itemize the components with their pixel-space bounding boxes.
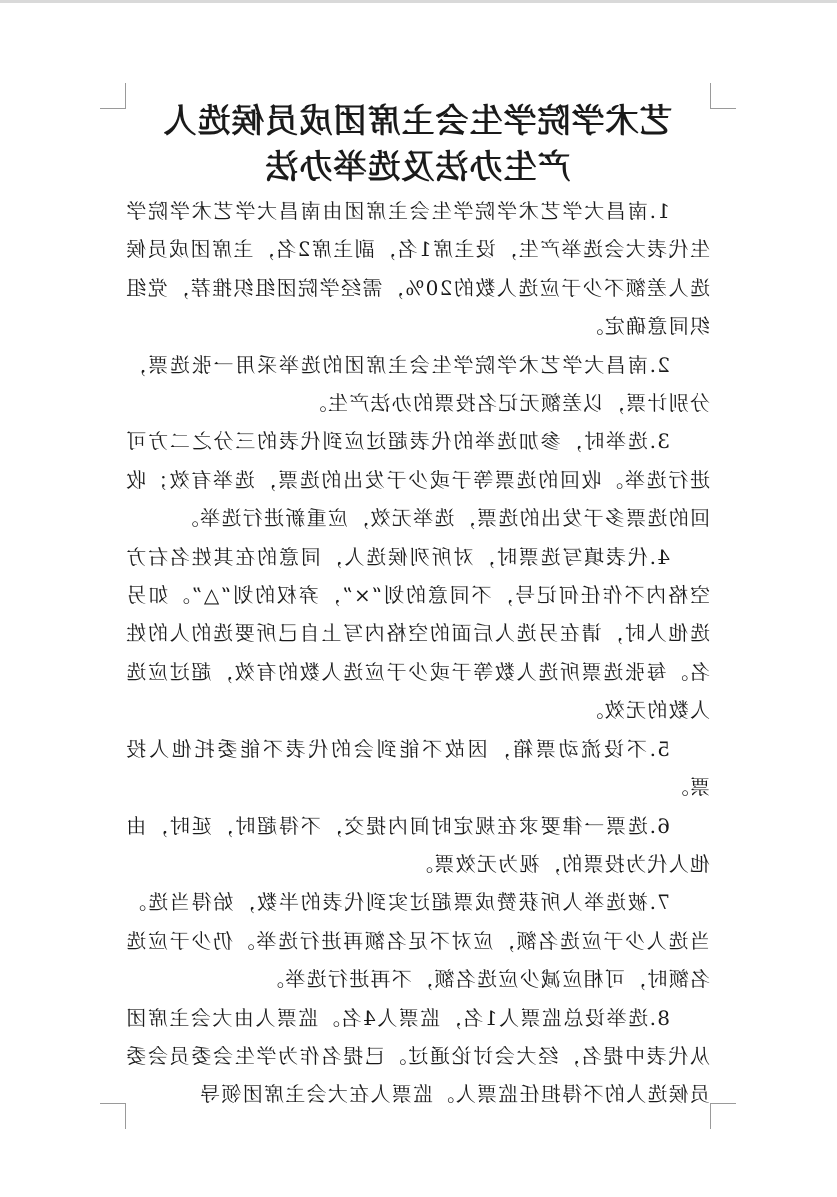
title-line-2: 产生办法及选举办法 [264, 147, 571, 186]
document-body [125, 192, 710, 1114]
crop-mark-bottom-left [100, 1103, 126, 1129]
paragraph-2: 2.南昌大学艺术学院学生会主席团的选举采用一张选票，分别计票，以差额无记名投票的办法产生。 [125, 352, 710, 416]
paragraph-6: 6.选票一律要求在规定时间内提交，不得超时，延时，由他人代为投票的，视为无效票。 [125, 813, 710, 876]
crop-mark-bottom-right [710, 1103, 736, 1129]
paragraph-4: 4.代表填写选票时，对所列候选人，同意的在其姓名右方空格内不作任何记号，不同意的划“×”，弃权的划“△”。如另选他人时，请在另选人后面的空格内写上自己所要选的人的姓名。每张选票所选人数等于或少于应选人数的有效，超过应选人数的无效。 [125, 544, 710, 723]
mirrored-document-content [125, 98, 710, 1114]
document-title [125, 98, 710, 190]
paragraph-7: 7.被选举人所获赞成票超过实到代表的半数，始得当选。当选人少于应选名额，应对不足名额再进行选举。仍少于应选名额时，可相应减少应选名额，不再进行选举。 [125, 890, 710, 992]
crop-mark-top-left [100, 83, 126, 109]
paragraph-8: 8.选举设总监票人1名，监票人4名。监票人由大会主席团从代表中提名，经大会讨论通过。已提名作为学生会委员会委员候选人的不得担任监票人。监票人在大会主席团领导 [125, 1005, 710, 1107]
title-line-1: 艺术学院学生会主席团成员候选人 [162, 101, 673, 140]
paragraph-3: 3.选举时，参加选举的代表超过应到代表的三分之二方可进行选举。收回的选票等于或少于发出的选票，选举有效；收回的选票多于发出的选票，选举无效，应重新进行选举。 [125, 429, 710, 531]
paragraph-5: 5.不设流动票箱，因故不能到会的代表不能委托他人投票。 [125, 736, 710, 800]
document-page [0, 3, 837, 1197]
crop-mark-top-right [710, 83, 736, 109]
paragraph-1: 1.南昌大学艺术学院学生会主席团由南昌大学艺术学院学生代表大会选举产生，设主席1名，副主席2名，主席团成员候选人差额不少于应选人数的20%，需经学院团组织推荐，党组织同意确定。 [125, 199, 710, 339]
